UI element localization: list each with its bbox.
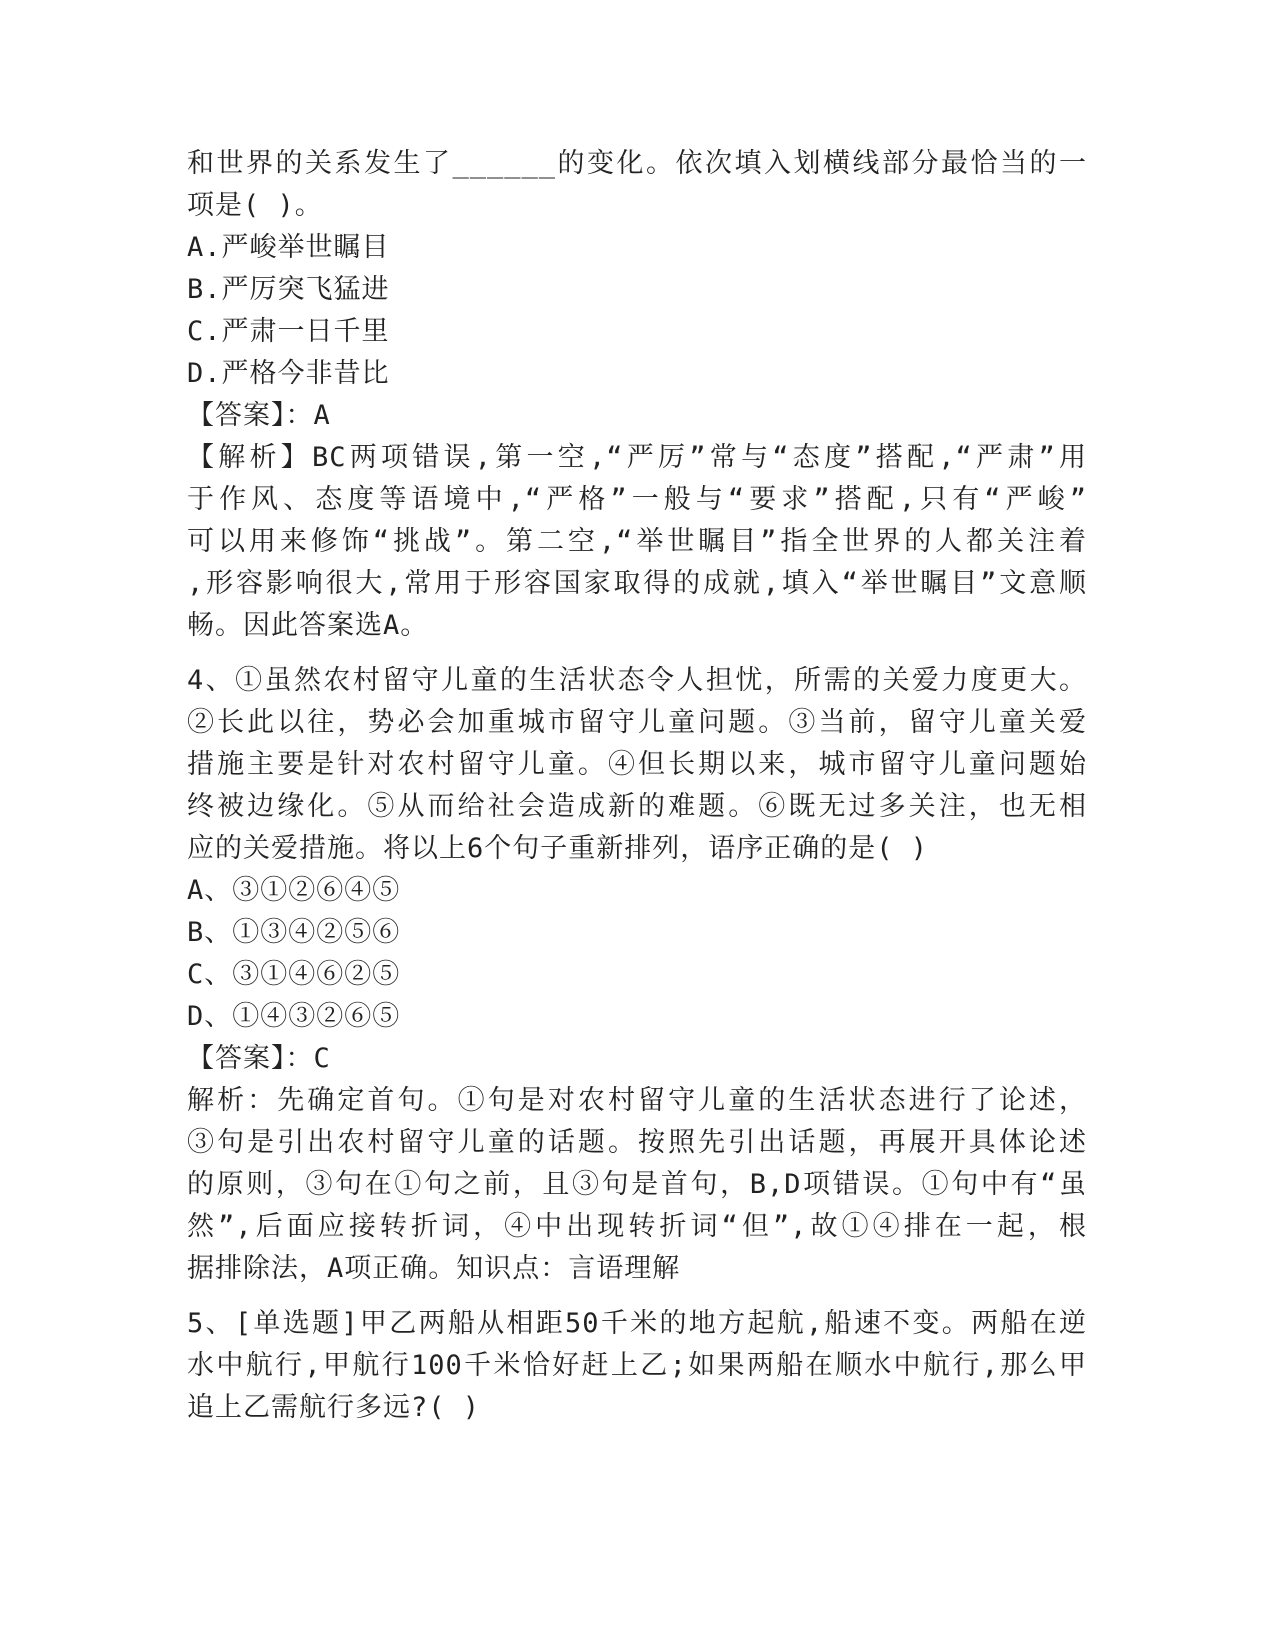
question-stem-line: 水中航行,甲航行100千米恰好赶上乙;如果两船在顺水中航行,那么甲 (187, 1350, 1087, 1381)
answer-line: 【答案】：A (187, 400, 331, 431)
analysis-line: ,形容影响很大,常用于形容国家取得的成就,填入“举世瞩目”文意顺 (187, 568, 1087, 599)
option-d: D、①④③②⑥⑤ (187, 1001, 401, 1032)
option-c: C、③①④⑥②⑤ (187, 959, 401, 990)
analysis-line: 据排除法，A项正确。知识点：言语理解 (187, 1253, 681, 1284)
analysis-line: 【解析】BC两项错误,第一空,“严厉”常与“态度”搭配,“严肃”用 (187, 442, 1087, 473)
option-b: B、①③④②⑤⑥ (187, 917, 401, 948)
question-4 (187, 660, 1087, 1290)
question-stem-line: ②长此以往，势必会加重城市留守儿童问题。③当前，留守儿童关爱 (187, 707, 1087, 738)
question-5 (187, 1303, 1087, 1429)
question-stem-line: 5、[单选题]甲乙两船从相距50千米的地方起航,船速不变。两船在逆 (187, 1308, 1087, 1339)
answer-line: 【答案】：C (187, 1043, 331, 1074)
question-3 (187, 143, 1087, 647)
question-stem-line: 项是( )。 (187, 190, 323, 221)
analysis-line: 然”,后面应接转折词，④中出现转折词“但”,故①④排在一起，根 (187, 1211, 1087, 1242)
analysis-line: 解析：先确定首句。①句是对农村留守儿童的生活状态进行了论述， (187, 1085, 1087, 1116)
analysis-line: 畅。因此答案选A。 (187, 610, 429, 641)
question-stem-line: 措施主要是针对农村留守儿童。④但长期以来，城市留守儿童问题始 (187, 749, 1087, 780)
option-a: A.严峻举世瞩目 (187, 232, 390, 263)
option-a: A、③①②⑥④⑤ (187, 875, 401, 906)
analysis-line: ③句是引出农村留守儿童的话题。按照先引出话题，再展开具体论述 (187, 1127, 1087, 1158)
analysis-line: 于作风、态度等语境中,“严格”一般与“要求”搭配,只有“严峻” (187, 484, 1087, 515)
option-d: D.严格今非昔比 (187, 358, 390, 389)
question-stem-line: 应的关爱措施。将以上6个句子重新排列，语序正确的是( ) (187, 833, 929, 864)
question-stem-line: 和世界的关系发生了______的变化。依次填入划横线部分最恰当的一 (187, 148, 1087, 179)
analysis-line: 的原则，③句在①句之前，且③句是首句，B,D项错误。①句中有“虽 (187, 1169, 1087, 1200)
question-stem-line: 追上乙需航行多远?( ) (187, 1392, 481, 1423)
question-stem-line: 4、①虽然农村留守儿童的生活状态令人担忧，所需的关爱力度更大。 (187, 665, 1087, 696)
analysis-line: 可以用来修饰“挑战”。第二空,“举世瞩目”指全世界的人都关注着 (187, 526, 1087, 557)
option-c: C.严肃一日千里 (187, 316, 390, 347)
option-b: B.严厉突飞猛进 (187, 274, 390, 305)
question-stem-line: 终被边缘化。⑤从而给社会造成新的难题。⑥既无过多关注，也无相 (187, 791, 1087, 822)
